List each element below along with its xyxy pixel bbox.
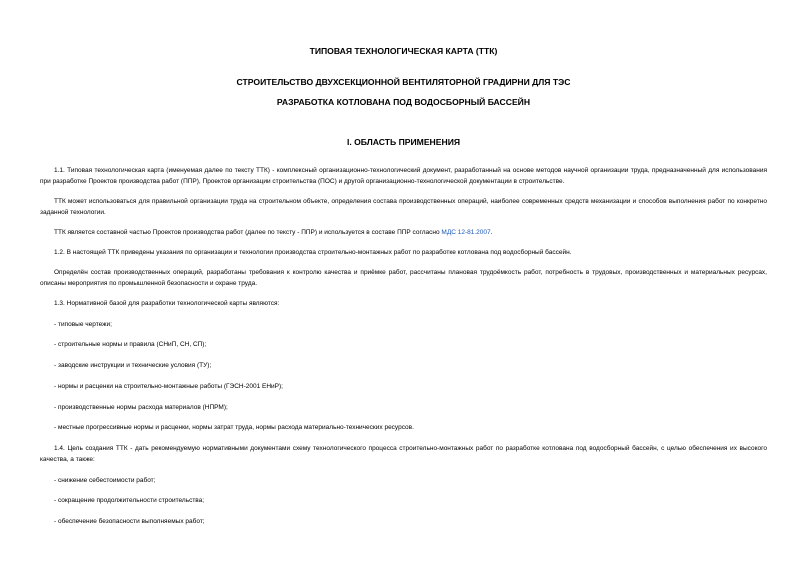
- mds-reference-link[interactable]: МДС 12-81.2007: [441, 229, 491, 236]
- list-item: - сокращение продолжительности строительства;: [54, 497, 205, 504]
- paragraph: ТТК может использоваться для правильной организации труда на строительном объекте, определения состава производственных операций, наиболее современных средств механизации и способов выполнения работ по конкретно заданной технологии.: [40, 198, 767, 216]
- paragraph: Определён состав производственных операций, разработаны требования к контролю качества и приёмке работ, рассчитаны плановая трудоёмкость работ, потребность в трудовых, производственных и материальных ресурсах, описаны мероприятия по промышленной безопасности и охране труда.: [40, 269, 767, 287]
- paragraph-text: .: [490, 229, 493, 236]
- paragraph: 1.3. Нормативной базой для разработки технологической карты являются:: [54, 300, 280, 307]
- list-item: - нормы и расценки на строительно-монтажные работы (ГЭСН-2001 ЕНиР);: [54, 383, 283, 390]
- paragraph: 1.4. Цель создания ТТК - дать рекомендуемую нормативными документами схему технологического процесса строительно-монтажных работ по разработке котлована под водосборный бассейн, с целью обеспечения их высокого качества, а также:: [40, 445, 767, 463]
- section-heading: I. ОБЛАСТЬ ПРИМЕНЕНИЯ: [346, 137, 461, 147]
- list-item: - строительные нормы и правила (СНиП, СН, СП);: [54, 341, 207, 348]
- paragraph: [40, 228, 767, 239]
- list-item: - типовые чертежи;: [54, 321, 112, 328]
- paragraph: 1.2. В настоящей ТТК приведены указания по организации и технологии производства строительно-монтажных работ по разработке котлована под водосборный бассейн.: [54, 249, 572, 256]
- document-title: ТИПОВАЯ ТЕХНОЛОГИЧЕСКАЯ КАРТА (ТТК): [309, 46, 498, 56]
- document-subtitle: СТРОИТЕЛЬСТВО ДВУХСЕКЦИОННОЙ ВЕНТИЛЯТОРНОЙ ГРАДИРНИ ДЛЯ ТЭС: [236, 77, 571, 87]
- document-subtitle: РАЗРАБОТКА КОТЛОВАНА ПОД ВОДОСБОРНЫЙ БАССЕЙН: [276, 97, 531, 107]
- list-item: - производственные нормы расхода материалов (НПРМ);: [54, 404, 228, 411]
- paragraph: 1.1. Типовая технологическая карта (именуемая далее по тексту ТТК) - комплексный организационно-технологический документ, разработанный на основе методов научной организации труда, предназначенный для использования при разработке Проектов производства работ (ППР), Проектов организации строительства (ПОС) и другой организационно-технологической документации в строительстве.: [40, 167, 767, 185]
- list-item: - снижение себестоимости работ;: [54, 477, 156, 484]
- list-item: - обеспечение безопасности выполняемых работ;: [54, 518, 205, 525]
- list-item: - заводские инструкции и технические условия (ТУ);: [54, 362, 212, 369]
- paragraph-text: ТТК является составной частью Проектов производства работ (далее по тексту - ППР) и используется в составе ППР согласно: [54, 229, 442, 236]
- list-item: - местные прогрессивные нормы и расценки, нормы затрат труда, нормы расхода материально-технических ресурсов.: [54, 424, 414, 431]
